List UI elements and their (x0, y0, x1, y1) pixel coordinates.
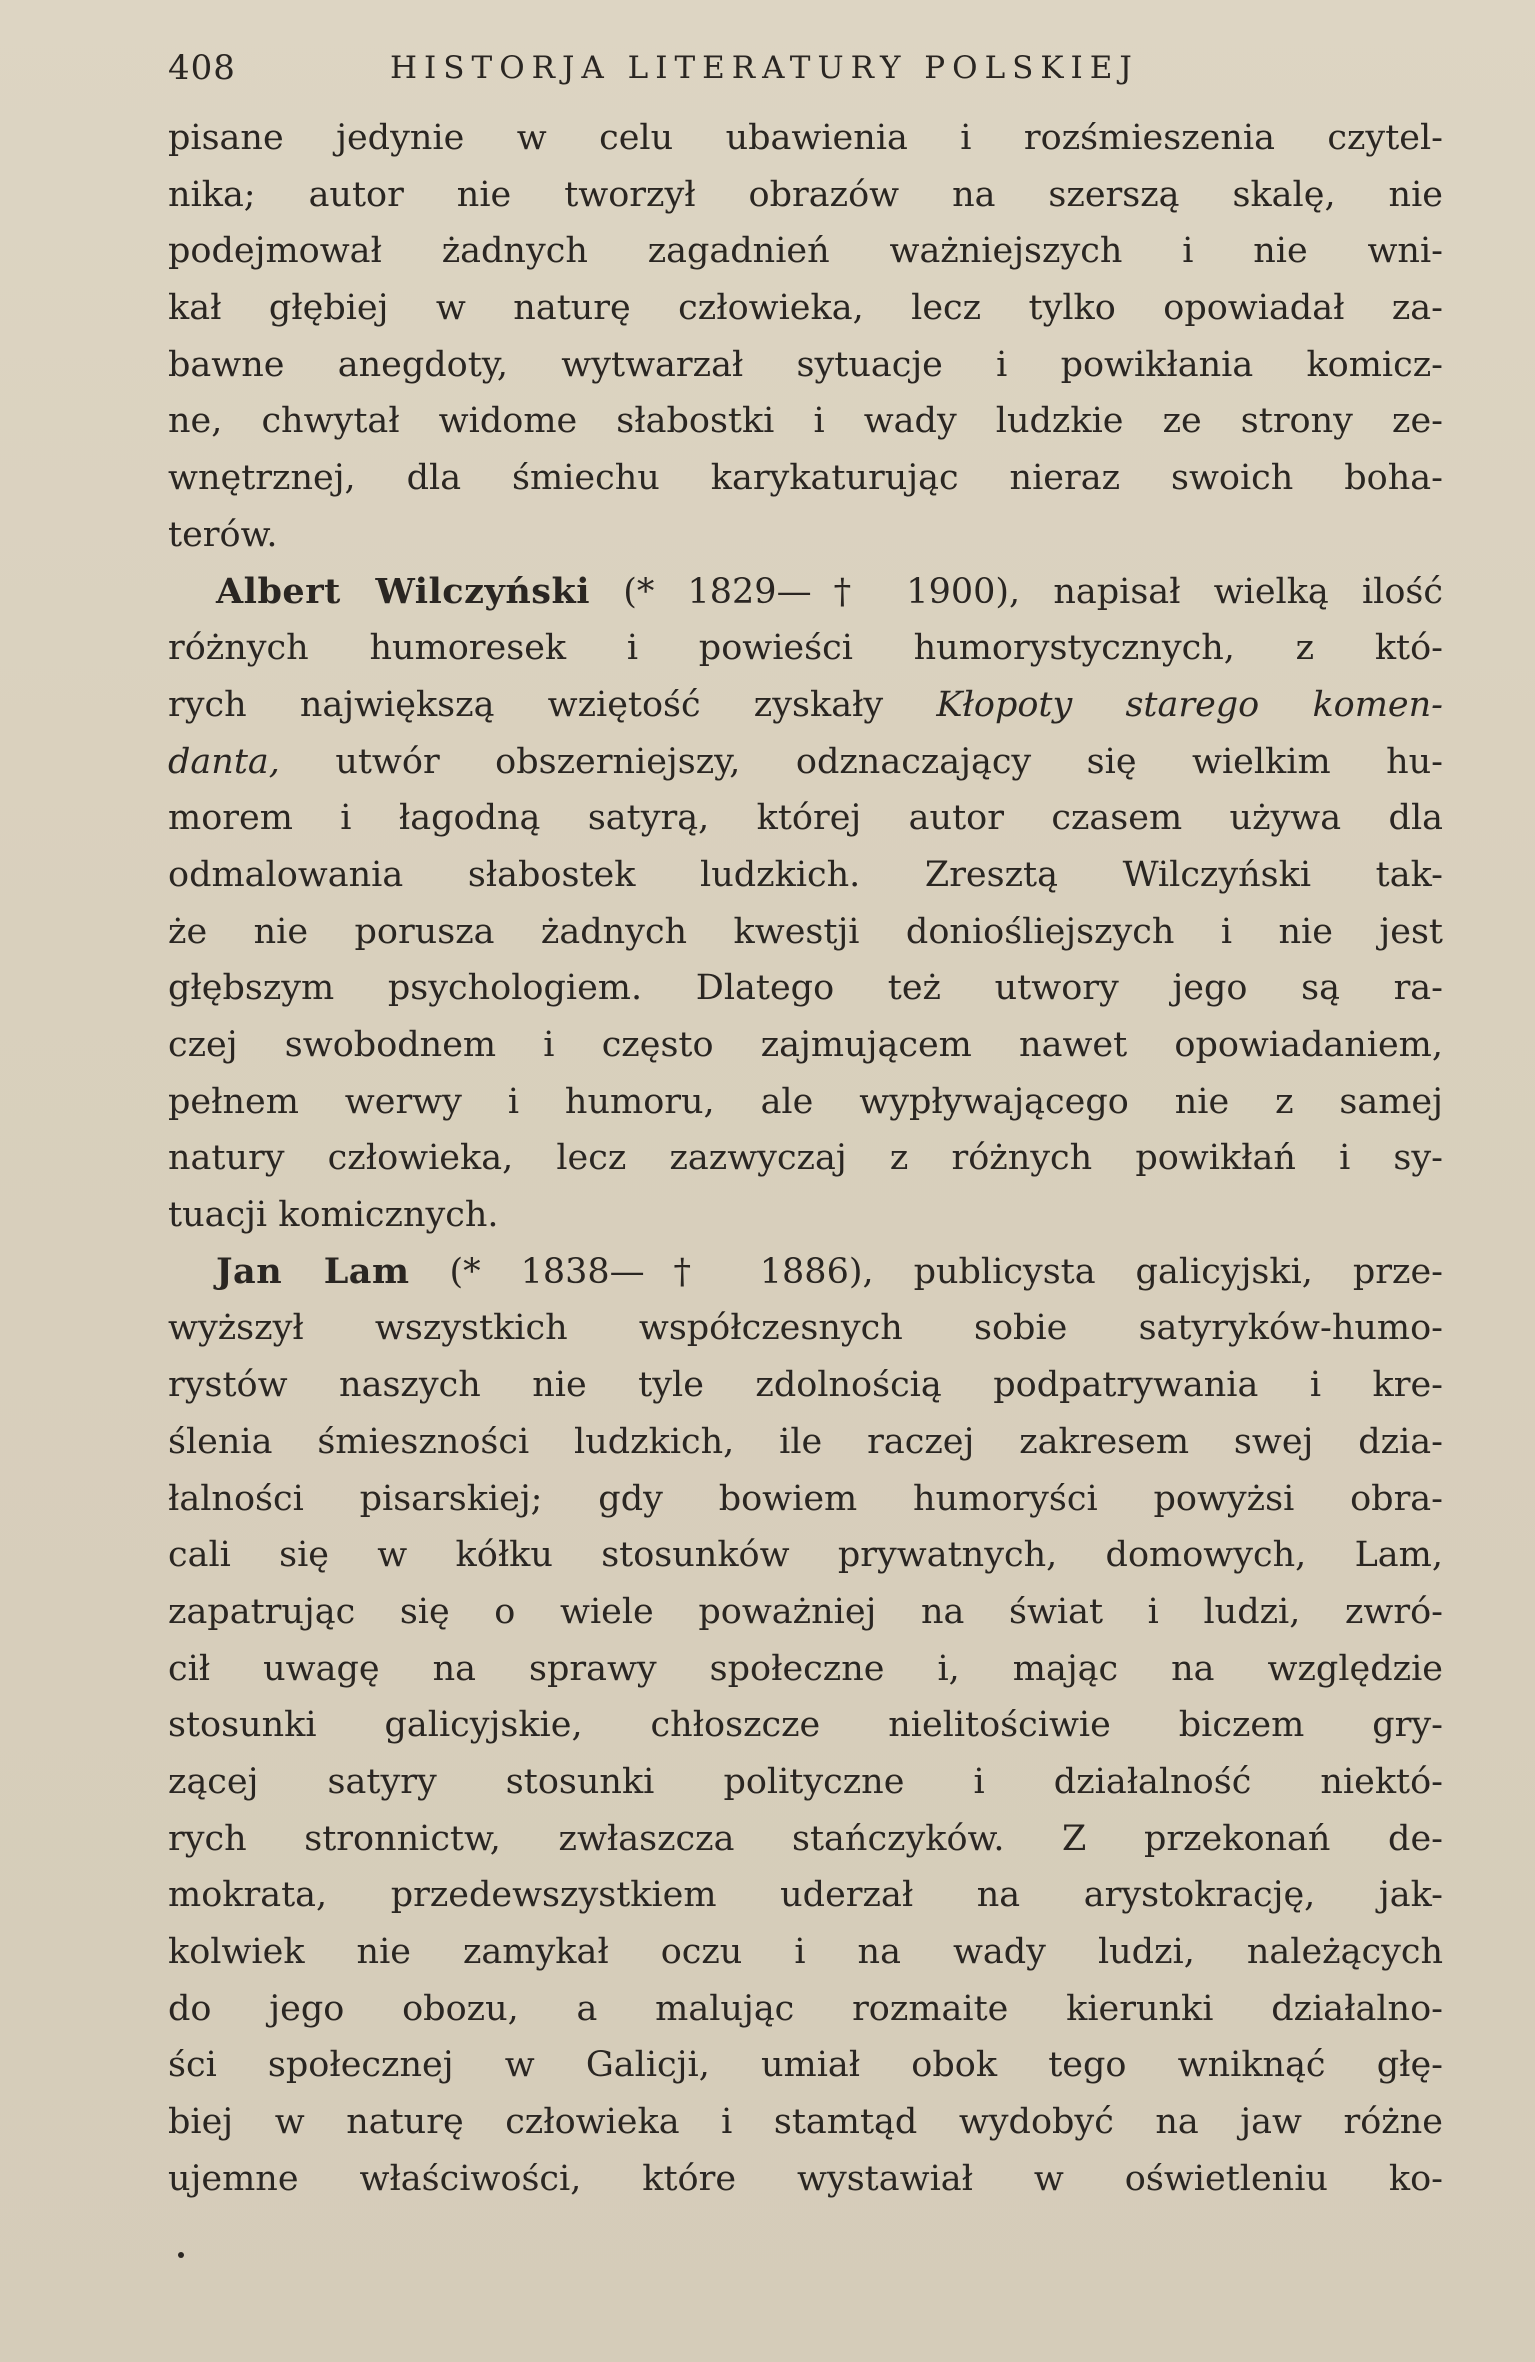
book-title: danta, (168, 741, 280, 782)
text-line: że nie porusza żadnych kwestji doniośliejszych i nie jest (168, 911, 1443, 952)
text-line: biej w naturę człowieka i stamtąd wydobyć na jaw różne (168, 2102, 1443, 2143)
text-line: morem i łagodną satyrą, której autor czasem używa dla (168, 798, 1443, 839)
text-line: mokrata, przedewszystkiem uderzał na arystokrację, jak- (168, 1875, 1443, 1916)
text-line: wnętrznej, dla śmiechu karykaturując nieraz swoich boha- (168, 458, 1443, 499)
author-name-lam: Jan Lam (216, 1250, 410, 1292)
text-line: stosunki galicyjskie, chłoszcze nielitościwie biczem gry- (168, 1705, 1443, 1746)
text-line: pełnem werwy i humoru, ale wypływającego nie z samej (168, 1081, 1443, 1122)
text-line: zapatrując się o wiele poważniej na świat i ludzi, zwró- (168, 1591, 1443, 1632)
text-line: ujemne właściwości, które wystawiał w oświetleniu ko- (168, 2158, 1443, 2199)
text-line: ne, chwytał widome słabostki i wady ludzkie ze strony ze- (168, 401, 1443, 442)
text-line: wyższył wszystkich współczesnych sobie satyryków-humo- (168, 1308, 1443, 1349)
page-number: 408 (168, 48, 236, 88)
text-fragment: utwór obszerniejszy, odznaczający się wielkim hu- (279, 741, 1443, 782)
text-line: pisane jedynie w celu ubawienia i rozśmieszenia czytel- (168, 118, 1443, 158)
text-line: podejmował żadnych zagadnień ważniejszych i nie wni- (168, 231, 1443, 272)
text-fragment: (* 1829—† 1900), napisał wielką ilość (590, 571, 1443, 612)
text-line: odmalowania słabostek ludzkich. Zresztą Wilczyński tak- (168, 854, 1443, 895)
text-line (168, 1244, 1443, 1301)
text-line: tuacji komicznych. (168, 1195, 499, 1236)
text-line: cali się w kółku stosunków prywatnych, domowych, Lam, (168, 1535, 1443, 1576)
paragraph-wilczynski (168, 564, 1443, 1244)
text-line: łalności pisarskiej; gdy bowiem humoryści powyżsi obra- (168, 1478, 1443, 1519)
text-line: ści społecznej w Galicji, umiał obok tego wniknąć głę- (168, 2045, 1443, 2086)
text-line: czej swobodnem i często zajmującem nawet opowiadaniem, (168, 1025, 1443, 1065)
text-line (168, 734, 1443, 791)
body-text (168, 110, 1443, 2207)
text-line: bawne anegdoty, wytwarzał sytuacje i powikłania komicz- (168, 344, 1443, 385)
text-line: terów. (168, 514, 278, 555)
text-line: nika; autor nie tworzył obrazów na szerszą skalę, nie (168, 174, 1443, 215)
text-line: kolwiek nie zamykał oczu i na wady ludzi, należących (168, 1932, 1443, 1972)
text-line: cił uwagę na sprawy społeczne i, mając na względzie (168, 1648, 1443, 1689)
ink-speck (178, 2252, 184, 2258)
text-line: ślenia śmieszności ludzkich, ile raczej zakresem swej dzia- (168, 1421, 1443, 1462)
paragraph-1 (168, 110, 1443, 564)
paragraph-lam (168, 1244, 1443, 2208)
page-header (168, 38, 1458, 98)
text-line: do jego obozu, a malując rozmaite kierunki działalno- (168, 1988, 1443, 2029)
text-line: natury człowieka, lecz zazwyczaj z różnych powikłań i sy- (168, 1138, 1443, 1179)
text-fragment: (* 1838—† 1886), publicysta galicyjski, prze- (409, 1251, 1443, 1292)
text-line: rych stronnictw, zwłaszcza stańczyków. Z przekonań de- (168, 1818, 1443, 1859)
text-line: różnych humoresek i powieści humorystycznych, z któ- (168, 628, 1443, 669)
text-line: kał głębiej w naturę człowieka, lecz tylko opowiadał za- (168, 288, 1443, 329)
book-title: Kłopoty starego komen- (936, 684, 1443, 725)
running-head: HISTORJA LITERATURY POLSKIEJ (390, 50, 1139, 86)
text-line: zącej satyry stosunki polityczne i działalność niektó- (168, 1761, 1443, 1802)
text-line (168, 677, 1443, 734)
author-name-wilczynski: Albert Wilczyński (216, 570, 591, 612)
text-line: rystów naszych nie tyle zdolnością podpatrywania i kre- (168, 1365, 1443, 1406)
text-line: głębszym psychologiem. Dlatego też utwory jego są ra- (168, 968, 1443, 1009)
text-fragment: rych największą wziętość zyskały (168, 684, 937, 725)
text-line (168, 564, 1443, 621)
